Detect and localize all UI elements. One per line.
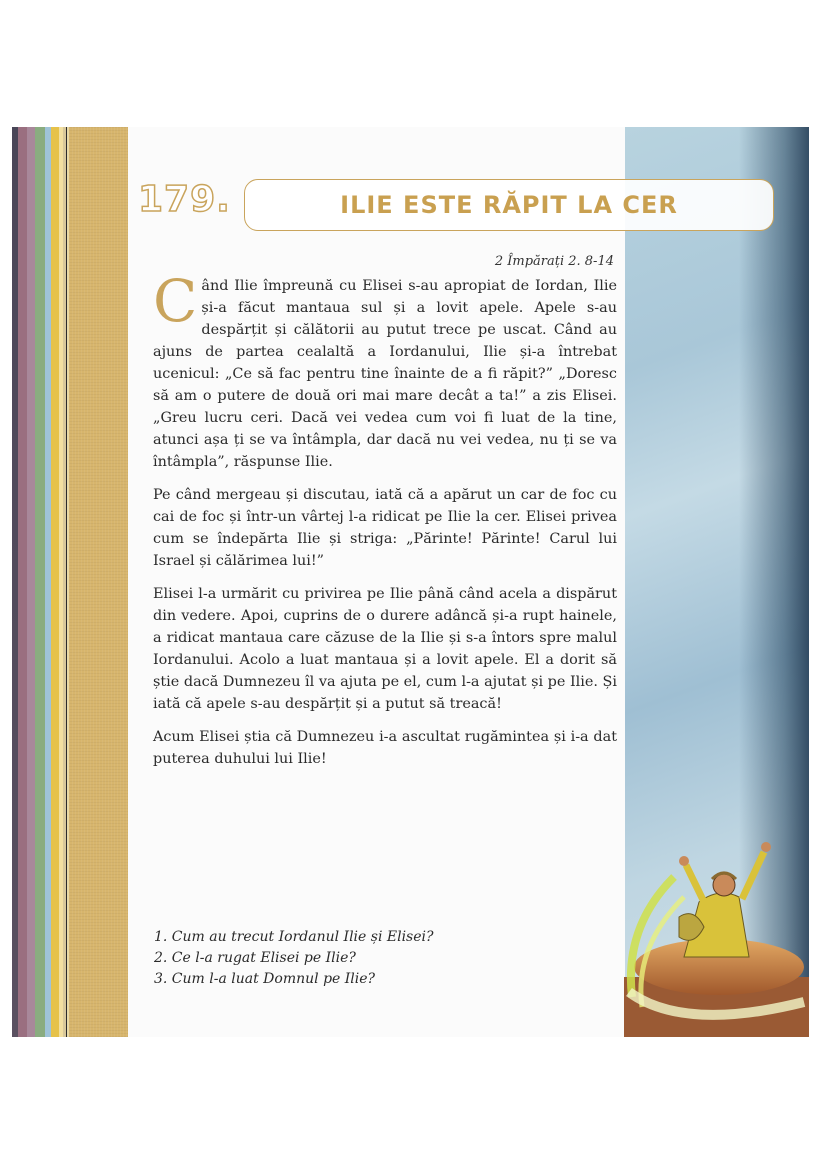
- title-banner: [244, 179, 774, 231]
- paragraph-4: Acum Elisei știa că Dumnezeu i-a ascultat rugămintea și i-a dat puterea duhului lui Ilie!: [153, 729, 617, 767]
- scripture-reference: 2 Împărați 2. 8-14: [494, 254, 614, 269]
- scanned-page: [12, 127, 809, 1037]
- question-item: 1. Cum au trecut Iordanul Ilie și Elisei?: [154, 929, 434, 945]
- question-item: 3. Cum l-a luat Domnul pe Ilie?: [154, 971, 376, 987]
- drop-cap: C: [153, 267, 198, 335]
- paragraph-2: Pe când mergeau și discutau, iată că a apărut un car de foc cu cai de foc și într-un vârtej l-a ridicat pe Ilie la cer. Elisei privea cum se îndepărta Ilie și striga: „Părinte! Părinte! Carul lui Israel și călărimea lui!”: [153, 487, 617, 569]
- page-title: ILIE ESTE RĂPIT LA CER: [340, 191, 678, 219]
- review-questions: [154, 927, 434, 990]
- paragraph-3: Elisei l-a urmărit cu privirea pe Ilie până când acela a dispărut din vedere. Apoi, cuprins de o durere adâncă și-a rupt hainele, a ridicat mantaua care căzuse de la Ilie și s-a întors spre malul Iordanului. Acolo a luat mantaua și a lovit apele. El a dorit să știe dacă Dumnezeu îl va ajuta pe el, cum l-a ajutat și pe Ilie. Și iată că apele s-au despărțit și a putut să treacă!: [153, 586, 617, 712]
- book-page-edges: [12, 127, 128, 1037]
- lesson-number: 179.: [138, 179, 231, 220]
- prophet-whirlwind-icon: [624, 807, 809, 1037]
- prophet-illustration: [624, 807, 809, 1037]
- question-item: 2. Ce l-a rugat Elisei pe Ilie?: [154, 950, 356, 966]
- story-text: [153, 267, 617, 781]
- paragraph-1: Când Ilie împreună cu Elisei s-au apropiat de Iordan, Ilie și-a făcut mantaua sul și a lovit apele. Apele s-au despărțit și călătorii au putut trece pe uscat. Când au ajuns de partea cealaltă a Iordanului, Ilie și-a întrebat ucenicul: „Ce să fac pentru tine înainte de a fi răpit?” „Doresc să am o putere de două ori mai mare decât a ta!” a zis Elisei. „Greu lucru ceri. Dacă vei vedea cum voi fi luat de la tine, atunci așa ți se va întâmpla, dar dacă nu vei vedea, nu ți se va întâmpla”, răspunse Ilie.: [153, 267, 617, 470]
